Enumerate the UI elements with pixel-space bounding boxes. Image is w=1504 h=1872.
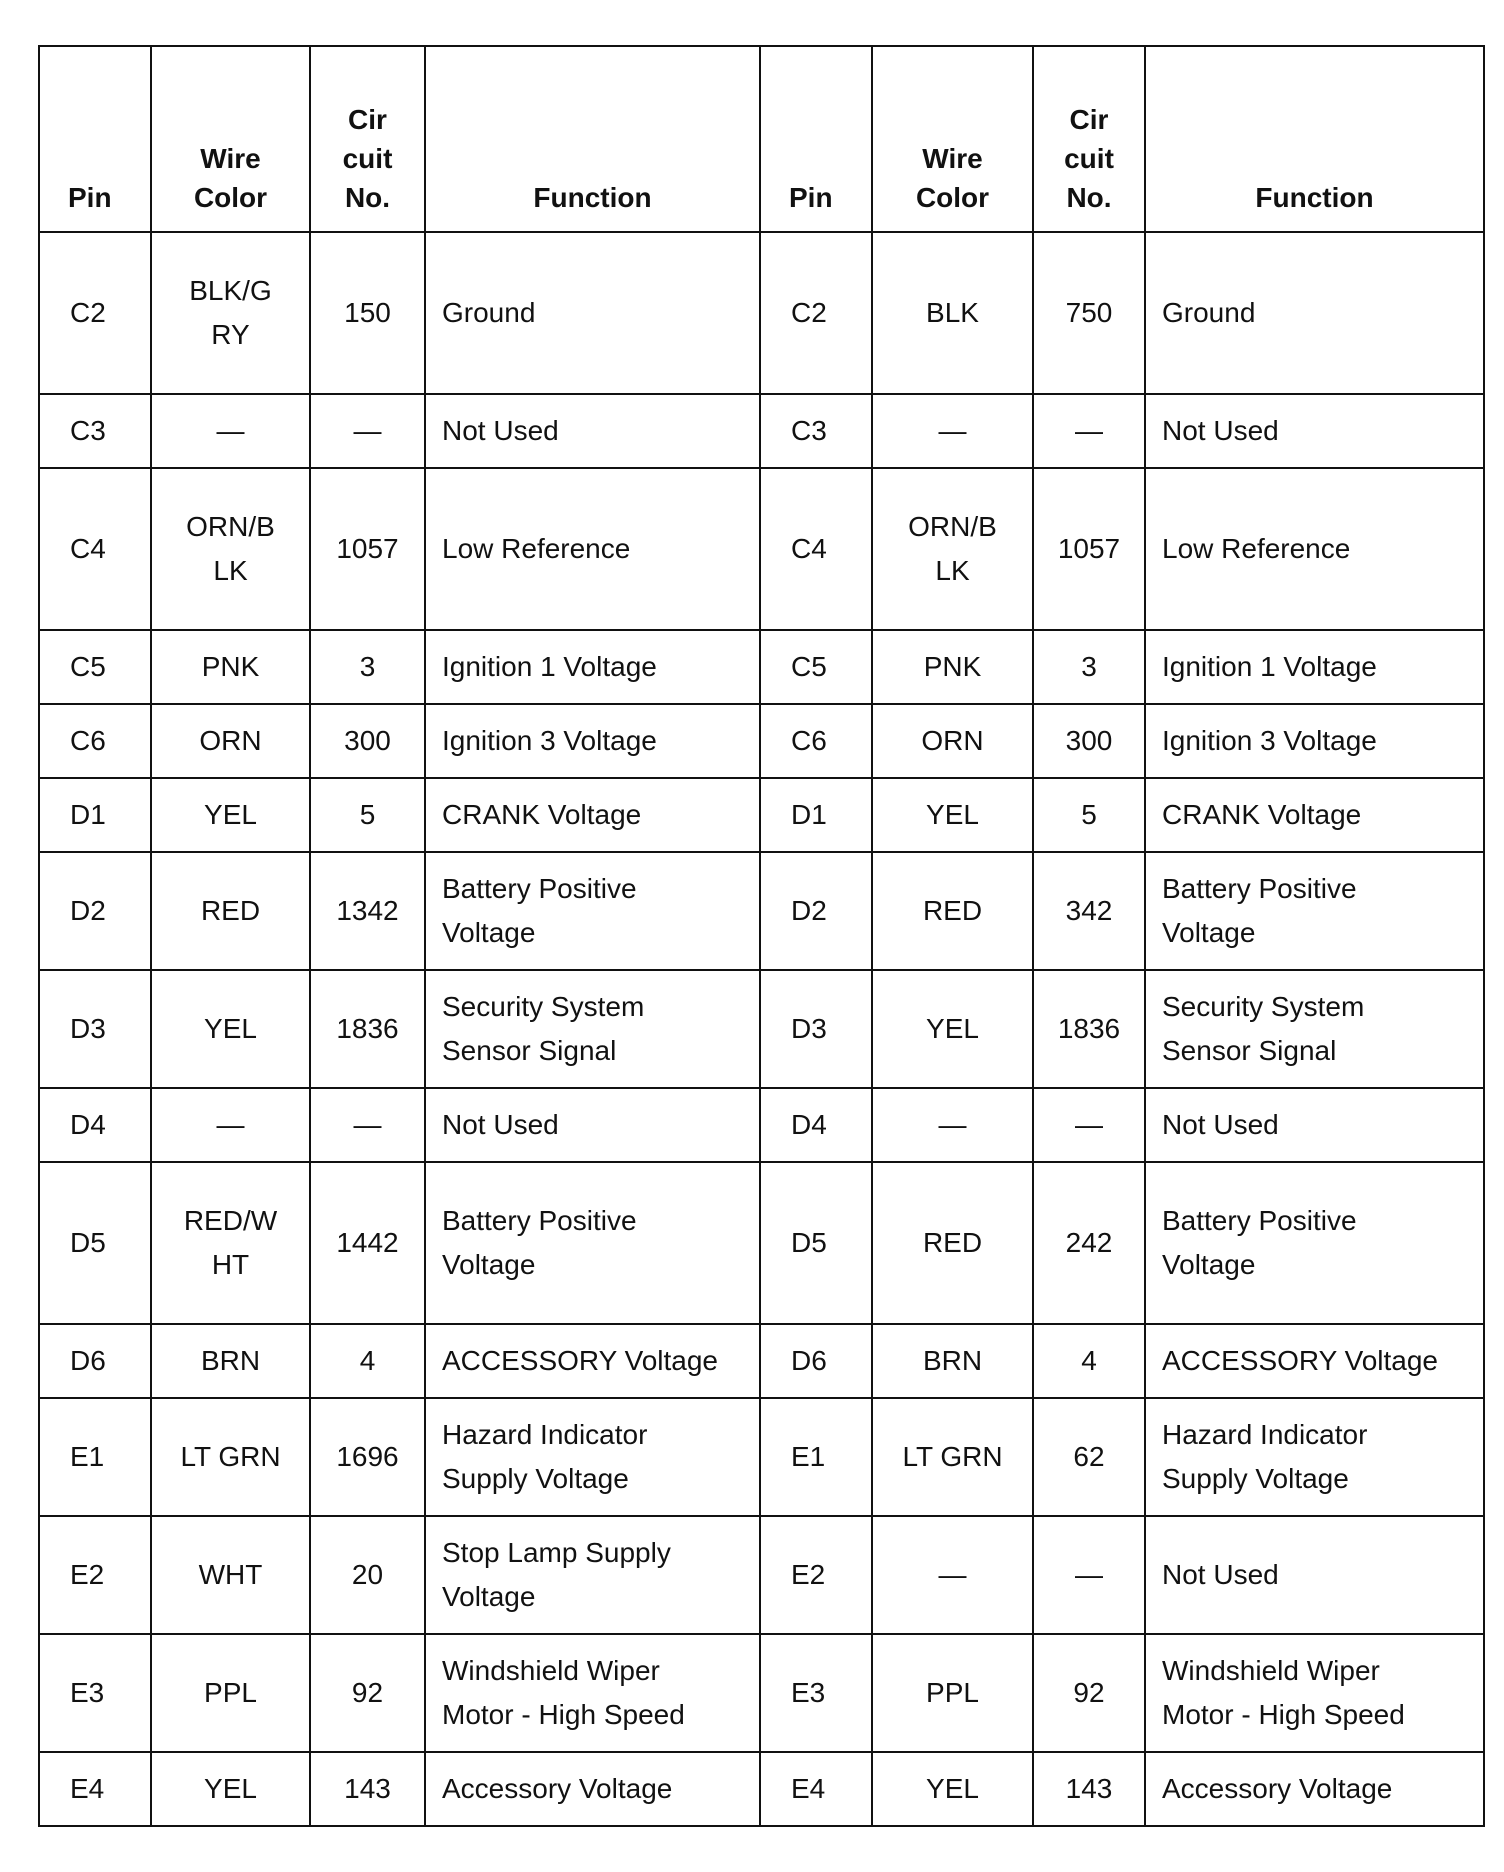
- table-row: [39, 704, 1484, 778]
- wire-color-cell-right: [872, 1752, 1033, 1826]
- function-cell-left: [425, 468, 760, 630]
- function-text: Sensor Signal: [442, 1035, 617, 1066]
- function-text: Hazard Indicator: [442, 1419, 648, 1450]
- function-text: Not Used: [442, 1109, 559, 1140]
- wire-color-cell-right: [872, 704, 1033, 778]
- function-text: Not Used: [1162, 1109, 1279, 1140]
- function-text: Not Used: [1162, 415, 1279, 446]
- function-text: Voltage: [1162, 1249, 1256, 1280]
- circuit-no-cell-right: 750: [1033, 232, 1145, 394]
- pin-cell-right: E1: [760, 1398, 872, 1516]
- function-text: Voltage: [1162, 917, 1256, 948]
- wire-color-cell-left: [151, 1398, 310, 1516]
- function-text: Windshield Wiper: [442, 1655, 660, 1686]
- function-text: Motor - High Speed: [442, 1699, 685, 1730]
- circuit-no-cell-right: 4: [1033, 1324, 1145, 1398]
- circuit-no-cell-left: 92: [310, 1634, 425, 1752]
- function-cell-left: [425, 704, 760, 778]
- function-cell-right: [1145, 1398, 1484, 1516]
- pin-cell-left: D5: [39, 1162, 151, 1324]
- function-cell-right: [1145, 778, 1484, 852]
- wire-color-cell-right: [872, 778, 1033, 852]
- function-text: CRANK Voltage: [442, 799, 642, 830]
- pin-cell-left: C2: [39, 232, 151, 394]
- wire-color-cell-left: [151, 1088, 310, 1162]
- function-text: Low Reference: [442, 533, 631, 564]
- function-cell-right: [1145, 394, 1484, 468]
- table-body: [39, 232, 1484, 1826]
- table-row: [39, 1634, 1484, 1752]
- table-row: [39, 468, 1484, 630]
- circuit-no-cell-right: 143: [1033, 1752, 1145, 1826]
- connector-pinout-table-wrapper: [38, 45, 1483, 1827]
- circuit-no-cell-left: 4: [310, 1324, 425, 1398]
- pin-cell-left: D2: [39, 852, 151, 970]
- circuit-no-cell-right: 3: [1033, 630, 1145, 704]
- function-text: Battery Positive: [442, 1205, 637, 1236]
- pin-cell-right: D3: [760, 970, 872, 1088]
- wire-color-cell-right: [872, 1324, 1033, 1398]
- wire-color-cell-left: [151, 232, 310, 394]
- wire-color-cell-left: [151, 1752, 310, 1826]
- function-text: Windshield Wiper: [1162, 1655, 1380, 1686]
- wire-color-text: BRN: [200, 1345, 261, 1376]
- function-text: Security System: [442, 991, 645, 1022]
- function-text: ACCESSORY Voltage: [442, 1345, 719, 1376]
- wire-color-text: YEL: [926, 1773, 979, 1804]
- wire-color-text: RY: [211, 319, 250, 350]
- table-row: [39, 1324, 1484, 1398]
- circuit-no-cell-left: 1836: [310, 970, 425, 1088]
- function-text: Ignition 1 Voltage: [442, 651, 657, 682]
- header-circuit-no-right: Cir cuit No.: [1033, 46, 1145, 232]
- circuit-no-cell-right: —: [1033, 1516, 1145, 1634]
- function-cell-right: [1145, 468, 1484, 630]
- wire-color-text: —: [938, 415, 967, 446]
- wire-color-cell-left: [151, 1324, 310, 1398]
- header-wire-color-right: Wire Color: [872, 46, 1033, 232]
- function-text: Battery Positive: [442, 873, 637, 904]
- wire-color-text: WHT: [198, 1559, 263, 1590]
- function-text: Supply Voltage: [1162, 1463, 1349, 1494]
- circuit-no-cell-right: 5: [1033, 778, 1145, 852]
- wire-color-text: LT GRN: [902, 1441, 1003, 1472]
- function-cell-left: [425, 394, 760, 468]
- pin-cell-left: D4: [39, 1088, 151, 1162]
- function-cell-left: [425, 1634, 760, 1752]
- function-cell-left: [425, 778, 760, 852]
- wire-color-text: RED/W: [183, 1205, 278, 1236]
- table-row: [39, 1162, 1484, 1324]
- circuit-no-cell-left: 20: [310, 1516, 425, 1634]
- pin-cell-right: E3: [760, 1634, 872, 1752]
- table-row: [39, 1088, 1484, 1162]
- function-cell-right: [1145, 852, 1484, 970]
- function-cell-left: [425, 1088, 760, 1162]
- wire-color-text: —: [216, 1109, 245, 1140]
- wire-color-text: YEL: [926, 799, 979, 830]
- pin-cell-left: C5: [39, 630, 151, 704]
- pin-cell-right: C2: [760, 232, 872, 394]
- wire-color-text: PNK: [923, 651, 982, 682]
- wire-color-text: —: [216, 415, 245, 446]
- table-row: [39, 1516, 1484, 1634]
- function-text: Voltage: [442, 1249, 536, 1280]
- header-function-right: Function: [1145, 46, 1484, 232]
- function-text: Hazard Indicator: [1162, 1419, 1368, 1450]
- wire-color-cell-right: [872, 468, 1033, 630]
- wire-color-text: YEL: [926, 1013, 979, 1044]
- wire-color-cell-left: [151, 394, 310, 468]
- function-text: Ignition 3 Voltage: [442, 725, 657, 756]
- table-row: [39, 852, 1484, 970]
- wire-color-cell-right: [872, 1088, 1033, 1162]
- wire-color-text: PNK: [201, 651, 260, 682]
- circuit-no-cell-left: 5: [310, 778, 425, 852]
- circuit-no-cell-left: 3: [310, 630, 425, 704]
- function-text: Accessory Voltage: [442, 1773, 673, 1804]
- wire-color-cell-right: [872, 970, 1033, 1088]
- wire-color-cell-right: [872, 1634, 1033, 1752]
- pin-cell-right: C3: [760, 394, 872, 468]
- wire-color-cell-left: [151, 1516, 310, 1634]
- function-text: Motor - High Speed: [1162, 1699, 1405, 1730]
- pin-cell-right: C4: [760, 468, 872, 630]
- function-text: Ignition 1 Voltage: [1162, 651, 1377, 682]
- function-text: Stop Lamp Supply: [442, 1537, 671, 1568]
- function-cell-left: [425, 1162, 760, 1324]
- wire-color-text: YEL: [204, 1013, 257, 1044]
- function-cell-left: [425, 630, 760, 704]
- function-text: Ground: [442, 297, 536, 328]
- wire-color-cell-right: [872, 852, 1033, 970]
- function-text: Voltage: [442, 1581, 536, 1612]
- function-cell-right: [1145, 1516, 1484, 1634]
- function-cell-right: [1145, 630, 1484, 704]
- wire-color-text: BLK: [926, 297, 979, 328]
- circuit-no-cell-right: 62: [1033, 1398, 1145, 1516]
- pin-cell-right: D5: [760, 1162, 872, 1324]
- wire-color-text: RED: [200, 895, 261, 926]
- wire-color-text: ORN/B: [908, 511, 997, 542]
- function-text: Ignition 3 Voltage: [1162, 725, 1377, 756]
- function-cell-right: [1145, 704, 1484, 778]
- function-text: CRANK Voltage: [1162, 799, 1362, 830]
- table-row: [39, 232, 1484, 394]
- header-pin-right: Pin: [760, 46, 872, 232]
- wire-color-cell-left: [151, 1634, 310, 1752]
- connector-pinout-table: [38, 45, 1485, 1827]
- circuit-no-cell-right: —: [1033, 1088, 1145, 1162]
- wire-color-cell-left: [151, 630, 310, 704]
- pin-cell-left: D3: [39, 970, 151, 1088]
- wire-color-cell-left: [151, 468, 310, 630]
- circuit-no-cell-right: —: [1033, 394, 1145, 468]
- pin-cell-right: E2: [760, 1516, 872, 1634]
- wire-color-cell-left: [151, 852, 310, 970]
- wire-color-text: YEL: [204, 799, 257, 830]
- circuit-no-cell-left: —: [310, 394, 425, 468]
- circuit-no-cell-right: 342: [1033, 852, 1145, 970]
- function-cell-left: [425, 1324, 760, 1398]
- header-pin-left: Pin: [39, 46, 151, 232]
- circuit-no-cell-right: 1057: [1033, 468, 1145, 630]
- function-cell-left: [425, 232, 760, 394]
- wire-color-text: LK: [935, 555, 970, 586]
- pin-cell-right: D1: [760, 778, 872, 852]
- function-cell-left: [425, 852, 760, 970]
- wire-color-cell-left: [151, 970, 310, 1088]
- function-cell-left: [425, 970, 760, 1088]
- pin-cell-left: E3: [39, 1634, 151, 1752]
- circuit-no-cell-left: —: [310, 1088, 425, 1162]
- function-text: Supply Voltage: [442, 1463, 629, 1494]
- function-cell-right: [1145, 1324, 1484, 1398]
- pin-cell-left: D6: [39, 1324, 151, 1398]
- pin-cell-right: C5: [760, 630, 872, 704]
- wire-color-text: ORN: [921, 725, 984, 756]
- function-cell-right: [1145, 1634, 1484, 1752]
- wire-color-text: ORN: [199, 725, 262, 756]
- circuit-no-cell-left: 1057: [310, 468, 425, 630]
- wire-color-text: RED: [922, 1227, 983, 1258]
- circuit-no-cell-left: 1342: [310, 852, 425, 970]
- function-text: Not Used: [1162, 1559, 1279, 1590]
- table-row: [39, 630, 1484, 704]
- table-row: [39, 970, 1484, 1088]
- pin-cell-right: D2: [760, 852, 872, 970]
- wire-color-cell-left: [151, 778, 310, 852]
- function-text: Battery Positive: [1162, 1205, 1357, 1236]
- circuit-no-cell-left: 1442: [310, 1162, 425, 1324]
- pin-cell-left: E2: [39, 1516, 151, 1634]
- circuit-no-cell-right: 1836: [1033, 970, 1145, 1088]
- function-cell-right: [1145, 1752, 1484, 1826]
- circuit-no-cell-left: 300: [310, 704, 425, 778]
- header-circuit-no-left: Cir cuit No.: [310, 46, 425, 232]
- function-text: Not Used: [442, 415, 559, 446]
- wire-color-text: YEL: [204, 1773, 257, 1804]
- pin-cell-right: D4: [760, 1088, 872, 1162]
- pin-cell-left: C4: [39, 468, 151, 630]
- table-header: [39, 46, 1484, 232]
- function-cell-left: [425, 1516, 760, 1634]
- wire-color-cell-right: [872, 394, 1033, 468]
- circuit-no-cell-right: 242: [1033, 1162, 1145, 1324]
- pin-cell-left: E1: [39, 1398, 151, 1516]
- function-cell-right: [1145, 232, 1484, 394]
- function-cell-right: [1145, 970, 1484, 1088]
- function-text: Low Reference: [1162, 533, 1351, 564]
- wire-color-cell-right: [872, 232, 1033, 394]
- wire-color-text: BRN: [922, 1345, 983, 1376]
- wire-color-text: LK: [213, 555, 248, 586]
- wire-color-cell-left: [151, 704, 310, 778]
- function-text: Accessory Voltage: [1162, 1773, 1393, 1804]
- wire-color-cell-right: [872, 630, 1033, 704]
- wire-color-text: PPL: [204, 1677, 257, 1708]
- function-text: Voltage: [442, 917, 536, 948]
- circuit-no-cell-right: 300: [1033, 704, 1145, 778]
- wire-color-cell-left: [151, 1162, 310, 1324]
- circuit-no-cell-left: 1696: [310, 1398, 425, 1516]
- pin-cell-right: C6: [760, 704, 872, 778]
- table-row: [39, 1398, 1484, 1516]
- function-text: ACCESSORY Voltage: [1162, 1345, 1439, 1376]
- function-text: Security System: [1162, 991, 1365, 1022]
- pin-cell-right: D6: [760, 1324, 872, 1398]
- function-cell-left: [425, 1752, 760, 1826]
- wire-color-text: ORN/B: [186, 511, 275, 542]
- wire-color-text: BLK/G: [189, 275, 272, 306]
- wire-color-text: PPL: [926, 1677, 979, 1708]
- pin-cell-left: D1: [39, 778, 151, 852]
- wire-color-cell-right: [872, 1162, 1033, 1324]
- function-text: Sensor Signal: [1162, 1035, 1337, 1066]
- wire-color-text: HT: [211, 1249, 250, 1280]
- pin-cell-left: C6: [39, 704, 151, 778]
- header-row: [39, 46, 1484, 232]
- table-row: [39, 1752, 1484, 1826]
- wire-color-text: RED: [922, 895, 983, 926]
- pin-cell-right: E4: [760, 1752, 872, 1826]
- circuit-no-cell-left: 143: [310, 1752, 425, 1826]
- function-text: Ground: [1162, 297, 1256, 328]
- wire-color-cell-right: [872, 1516, 1033, 1634]
- wire-color-text: —: [938, 1109, 967, 1140]
- table-row: [39, 778, 1484, 852]
- circuit-no-cell-right: 92: [1033, 1634, 1145, 1752]
- wire-color-text: LT GRN: [180, 1441, 281, 1472]
- circuit-no-cell-left: 150: [310, 232, 425, 394]
- table-row: [39, 394, 1484, 468]
- pin-cell-left: C3: [39, 394, 151, 468]
- wire-color-cell-right: [872, 1398, 1033, 1516]
- function-cell-right: [1145, 1088, 1484, 1162]
- header-wire-color-left: Wire Color: [151, 46, 310, 232]
- function-cell-right: [1145, 1162, 1484, 1324]
- pin-cell-left: E4: [39, 1752, 151, 1826]
- wire-color-text: —: [938, 1559, 967, 1590]
- header-function-left: Function: [425, 46, 760, 232]
- function-cell-left: [425, 1398, 760, 1516]
- function-text: Battery Positive: [1162, 873, 1357, 904]
